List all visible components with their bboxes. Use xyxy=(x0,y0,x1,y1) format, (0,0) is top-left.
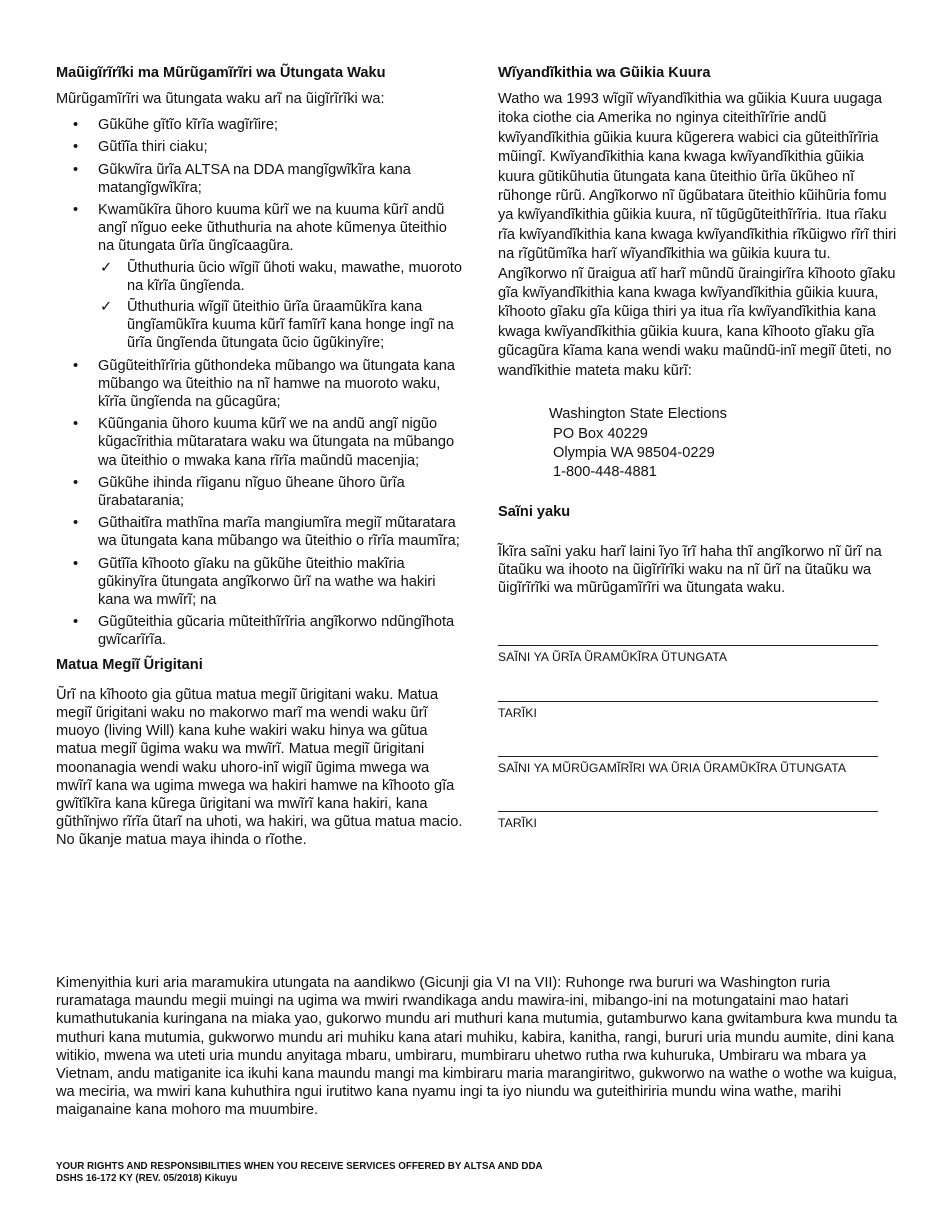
list-item: • Gũgũteithĩrĩria gũthondeka mũbango wa ũtungata kana mũbango wa ũteithio na nĩ hamwe na muoroto waku, kĩrĩa ũngĩenda na gũcagũra; xyxy=(56,357,466,412)
mailing-address xyxy=(549,405,898,483)
date-label-recipient: TARĨKI xyxy=(498,705,537,720)
rights-list xyxy=(56,116,466,649)
rights-intro: Mũrũgamĩrĩri wa ũtungata waku arĩ na ũigĩrĩrĩki wa: xyxy=(56,91,385,107)
list-item: • Gũtĩĩa thiri ciaku; xyxy=(56,138,466,156)
sub-list-item-text: Ũthuthuria wĩgiĩ ũteithio ũrĩa ũraamũkĩra kana ũngĩamũkĩra kuuma kũrĩ famĩrĩ kana honge ingĩ na ũrĩa ũngĩenda ũtungata ũcio ũgũkinyĩre; xyxy=(127,299,454,352)
right-column xyxy=(498,64,898,832)
signature-label-recipient: SAĨNI YA ŨRĨA ŨRAMŨKĨRA ŨTUNGATA xyxy=(498,650,728,665)
signature-line-representative[interactable] xyxy=(498,756,878,757)
footer-form-number: DSHS 16-172 KY (REV. 05/2018) Kikuyu xyxy=(56,1173,238,1184)
list-item: • Gũkwĩra ũrĩa ALTSA na DDA mangĩgwĩkĩra kana matangĩgwĩkĩra; xyxy=(56,161,466,197)
date-label-representative: TARĨKI xyxy=(498,815,537,830)
date-line-recipient[interactable] xyxy=(498,701,878,702)
voter-body: Watho wa 1993 wĩgiĩ wĩyandĩkithia wa gũikia Kuura uugaga itoka ciothe cia Amerika no nginya citeithĩrĩrie andũ kwĩyandĩkithia gũikia kuura kũgerera wabici cia gũteithĩrĩria mũingĩ. Kwĩyandĩkithia kana kwaga kwĩyandĩkithia gũikia kuura gũtikũhutia ũtungata kana ũteithio ũrĩa ũkũheo nĩ rũhonge rũrũ. Angĩkorwo nĩ ũgũbatara ũteithio kũihũria fomu ya kwĩyandĩkithia gũikia kuura, nĩ tũgũgũteithĩrĩria. Itua rĩaku rĩa kwĩyandĩkithia kana kwaga kwĩyandĩkithia rĩkũigwo rĩrĩ thiri na rĩgũtũmĩka harĩ wĩyandĩkithia wa gũikia kuura tu. Angĩkorwo nĩ ũraigua atĩ harĩ mũndũ ũraingirĩra kĩhooto gĩaku gĩa kwĩyandĩkithia kana kwaga kwĩyandĩkithia gũikia kuura, kĩhooto gĩaku gĩa kũiga thiri ya itua rĩa kwĩyandĩkithia kana kwaga kwĩyandĩkithia gũikia kuura, kana kĩhooto gĩaku gĩa gũcagũra kĩama kana wendi waku maũndũ-inĩ megiĩ ũteti, no wandĩkithie mateta maku kũrĩ: xyxy=(498,91,897,379)
advance-body: Ũrĩ na kĩhooto gia gũtua matua megiĩ ũrigitani waku. Matua megiĩ ũrigitani waku no makorwo marĩ ma wendi waku ũrĩ muoyo (living Will) kana kuhe wakiri waku hinya wa gũtua matua megiĩ ũgima waku wa mwĩrĩ. Matua megiĩ ũrigitani moonanagia wendi waku uhoro-inĩ wigiĩ ũgima mwega wa mwĩrĩ kana wa ugima mwega wa hakiri hamwe na kĩhooto gĩa gwĩtĩkĩra kana kũrega ũrigitani wa mwĩrĩ kana hakiri, kana gũthĩnjwo rĩrĩa ũtarĩ na uhoti, wa hakiri, wa gũtua matua macio. No ũkanje matua maya ihinda o rĩothe. xyxy=(56,686,463,849)
list-item-text: Kwamũkĩra ũhoro kuuma kũrĩ we na kuuma kũrĩ andũ angĩ nĩguo eeke ũthuthuria na ahote kũmenya ũteithio na ũtungata ũrĩa ũngĩcaagũra. xyxy=(98,202,447,255)
address-phone: 1-800-448-4881 xyxy=(553,464,657,481)
sub-list-item-text: Ũthuthuria ũcio wĩgiĩ ũhoti waku, mawathe, muoroto na kĩrĩa ũngĩenda. xyxy=(127,259,463,294)
list-item: • Gũkũhe ihinda rĩiganu nĩguo ũheane ũhoro ũrĩa ũrabatarania; xyxy=(56,474,466,510)
left-column xyxy=(56,64,466,850)
signature-label-representative: SAĨNI YA MŨRŨGAMĨRĨRI WA ŨRIA ŨRAMŨKĨRA ŨTUNGATA xyxy=(498,760,847,775)
rights-heading: Maũigĩrĩrĩki ma Mũrũgamĩrĩri wa Ũtungata Waku xyxy=(56,65,386,81)
signature-heading: Saĩni yaku xyxy=(498,503,571,520)
list-item xyxy=(56,201,466,353)
checkmark-icon: ✓ xyxy=(100,299,113,316)
signature-body: Ĩkĩra saĩni yaku harĩ laini ĩyo ĩrĩ haha thĩ angĩkorwo nĩ ũrĩ na ũtaũku wa ihooto na ũigĩrĩrĩki waku na nĩ ũrĩ na ũtaũku wa ũigĩrĩrĩki wa mũrũgamĩrĩri wa ũtungata waku. xyxy=(498,543,882,597)
list-item: • Gũgũteithia gũcaria mũteithĩrĩria angĩkorwo ndũngĩhota gwĩcarĩrĩa. xyxy=(56,613,466,649)
list-item: • Gũtĩĩa kĩhooto gĩaku na gũkũhe ũteithio makĩria gũkinyĩra ũtungata angĩkorwo ũrĩ na wathe wa hakiri kana wa mwĩrĩ; na xyxy=(56,555,466,610)
sub-list xyxy=(98,259,466,353)
voter-heading: Wĩyandĩkithia wa Gũikia Kuura xyxy=(498,65,711,81)
address-line: PO Box 40229 xyxy=(553,425,648,442)
address-line: Washington State Elections xyxy=(549,406,727,423)
footer-title: YOUR RIGHTS AND RESPONSIBILITIES WHEN YOU RECEIVE SERVICES OFFERED BY ALTSA AND DDA xyxy=(56,1161,543,1172)
sub-list-item xyxy=(98,259,466,295)
address-line: Olympia WA 98504-0229 xyxy=(553,444,715,461)
list-item: • Gũthaitĩra mathĩna marĩa mangiumĩra megiĩ mũtaratara wa ũtungata kana mũbango wa ũteithio o rĩrĩa maumĩra; xyxy=(56,514,466,550)
advance-heading: Matua Megiĩ Ũrigitani xyxy=(56,656,203,673)
list-item: • Gũkũhe gĩtĩo kĩrĩa wagĩrĩire; xyxy=(56,116,466,134)
form-footer xyxy=(56,1161,543,1185)
checkmark-icon: ✓ xyxy=(100,259,113,276)
signature-line-recipient[interactable] xyxy=(498,645,878,646)
nondiscrimination-notice: Kimenyithia kuri aria maramukira utungata na aandikwo (Gicunji gia VI na VII): Ruhonge rwa bururi wa Washington ruria ruramataga maundu megii muingi na ugima wa mwiri rwandikaga andu mawira-ini, mibango-ini na motungataini mao hatari kumathutukania kuringana na miaka yao, gukorwo mundu ari muthuri kana mutumia, gutamburwo kana gwitambura kwa mundu ta muthuri kana mutumia, gukworwo mundu ari muhiku kana atari muhiku, kabira, kanitha, rangi, bururi uria mundu aumite, dini kana witikio, mwena wa uteti uria mundu anyitaga mbaru, umbiraru, mumbiraru uhetwo rutha rwa kuhuruka, Umbiraru wa mbara ya Vietnam, andu matiganite ica ikuhi kana maundu mangi ma kimbiraru maria marangiritwo, gukworwo na wathe o wothe wa kuigua, wa meciria, wa mwiri kana kuhuthira ngui irutitwo kana nyamu ingi ta iyo niundu wa guteithiriria mundu wina wathe, marihi maiganaine kana mohoro ma muumbire. xyxy=(56,975,898,1119)
sub-list-item xyxy=(98,298,466,353)
date-line-representative[interactable] xyxy=(498,811,878,812)
list-item: • Kũũngania ũhoro kuuma kũrĩ we na andũ angĩ nigũo kũgacĩrithia mũtaratara waku wa ũtungata na mũbango wa ũteithio o mwaka kana rĩrĩa maũndũ macenjia; xyxy=(56,415,466,470)
